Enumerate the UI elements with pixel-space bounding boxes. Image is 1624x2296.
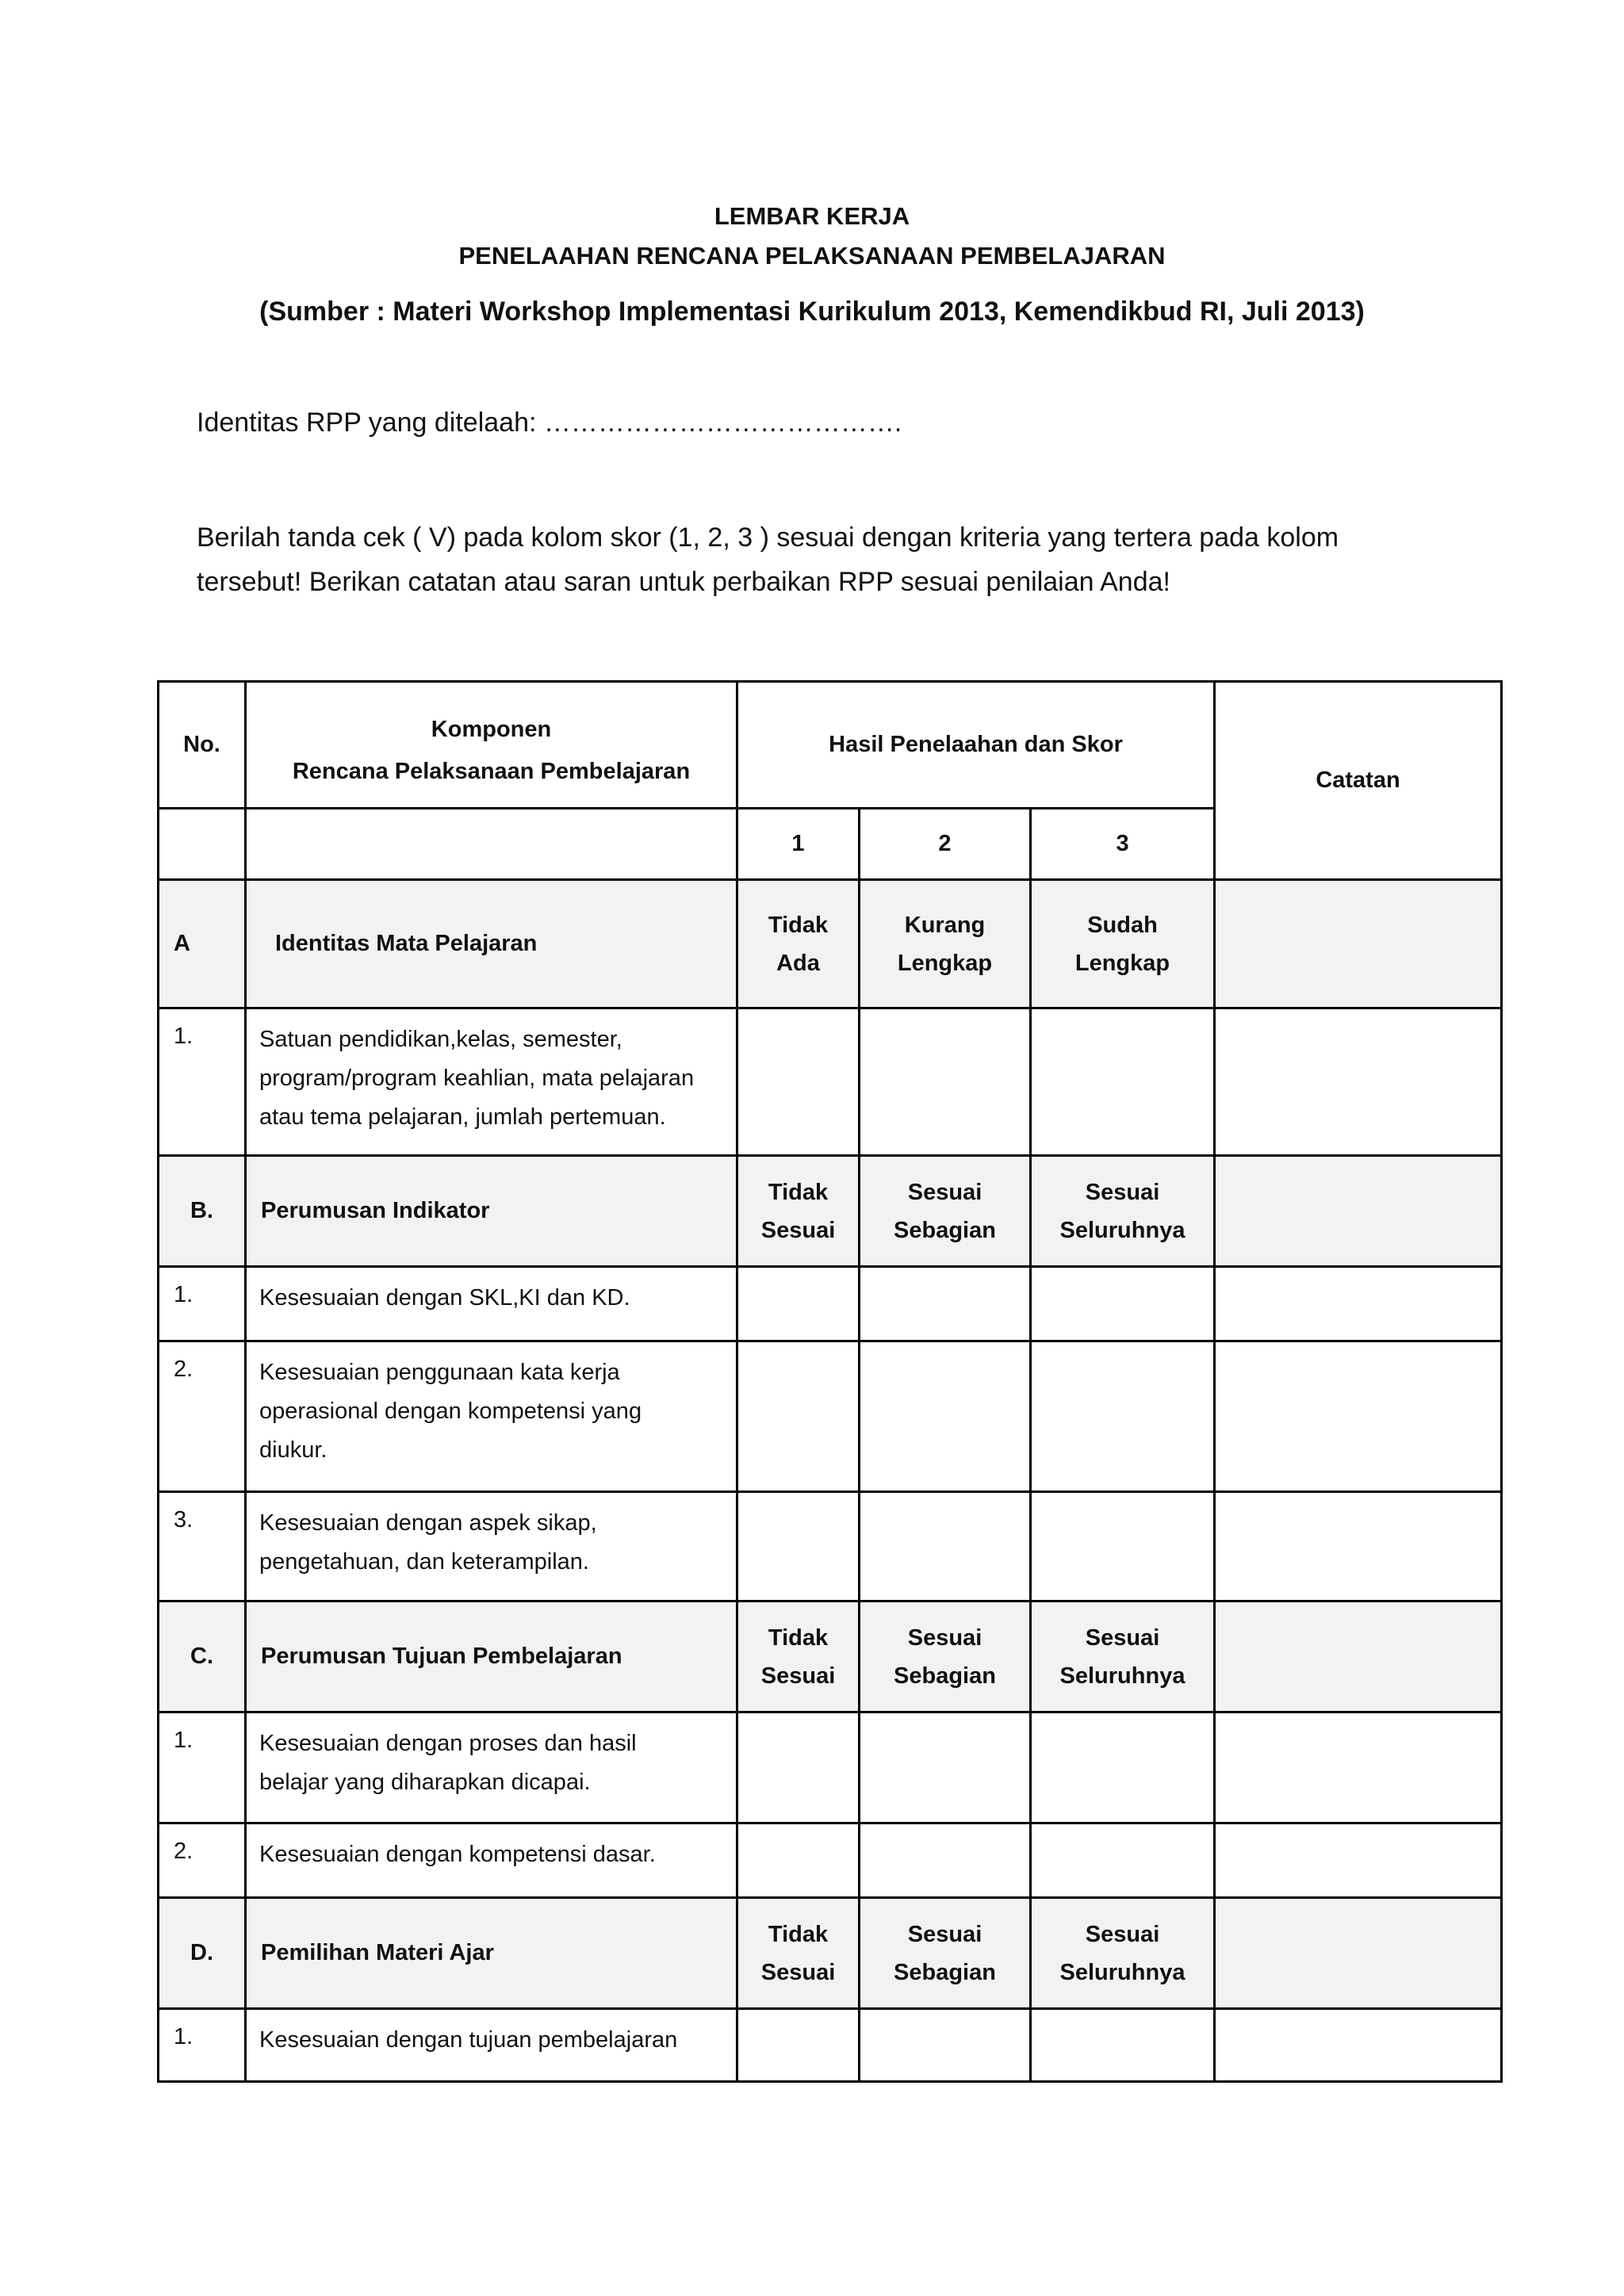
item-description [246,1712,737,1823]
item-description-line: program/program keahlian, mata pelajaran [259,1066,695,1091]
score-1-checkbox-cell[interactable] [737,1008,860,1156]
section-score-label-3 [1031,1156,1215,1267]
score-3-checkbox-cell[interactable] [1031,1712,1215,1823]
header-no: No. [159,682,246,809]
score-2-checkbox-cell[interactable] [860,1823,1031,1898]
item-description-line: belajar yang diharapkan dicapai. [259,1770,591,1795]
item-number: 2. [159,1823,246,1898]
score-3-checkbox-cell[interactable] [1031,2009,1215,2082]
header-score-1: 1 [737,809,860,880]
score-3-checkbox-cell[interactable] [1031,1341,1215,1492]
score-2-checkbox-cell[interactable] [860,2009,1031,2082]
score-label-line: Tidak [768,1624,829,1651]
section-code: A [159,880,246,1008]
item-description [246,1267,737,1341]
item-description-line: Kesesuaian penggunaan kata kerja [259,1360,620,1385]
section-score-label-1 [737,1601,860,1712]
score-1-checkbox-cell[interactable] [737,1492,860,1601]
score-3-checkbox-cell[interactable] [1031,1267,1215,1341]
header-row [159,682,1502,809]
section-score-label-1 [737,880,860,1008]
title-line-2: PENELAAHAN RENCANA PELAKSANAAN PEMBELAJARAN [458,242,1166,270]
empty-cell [159,809,246,880]
catatan-input-cell[interactable] [1215,1492,1502,1601]
item-row [159,1267,1502,1341]
catatan-input-cell[interactable] [1215,1341,1502,1492]
section-catatan-cell [1215,1601,1502,1712]
item-description-line: operasional dengan kompetensi yang [259,1399,642,1424]
section-score-label-2 [860,1898,1031,2009]
section-title: Pemilihan Materi Ajar [246,1898,737,2009]
score-1-checkbox-cell[interactable] [737,1267,860,1341]
section-score-label-1 [737,1898,860,2009]
item-number: 1. [159,1712,246,1823]
item-row [159,1492,1502,1601]
item-description [246,1823,737,1898]
item-number: 1. [159,2009,246,2082]
score-2-checkbox-cell[interactable] [860,1267,1031,1341]
item-row [159,1712,1502,1823]
section-title: Perumusan Indikator [246,1156,737,1267]
item-description-line: Kesesuaian dengan aspek sikap, [259,1510,597,1536]
header-hasil: Hasil Penelaahan dan Skor [737,682,1215,809]
score-label-line: Sesuai [1085,1921,1160,1947]
score-label-line: Sebagian [894,1217,996,1243]
item-description-line: Kesesuaian dengan tujuan pembelajaran [259,2027,678,2053]
score-2-checkbox-cell[interactable] [860,1492,1031,1601]
header-komponen-line1: Komponen [431,716,552,742]
score-label-line: Sesuai [907,1179,982,1205]
section-score-label-2 [860,1156,1031,1267]
score-1-checkbox-cell[interactable] [737,1823,860,1898]
section-row [159,1601,1502,1712]
score-label-line: Seluruhnya [1059,1959,1185,1985]
score-label-line: Tidak [768,912,829,938]
score-3-checkbox-cell[interactable] [1031,1492,1215,1601]
section-title: Perumusan Tujuan Pembelajaran [246,1601,737,1712]
header-komponen [246,682,737,809]
score-label-line: Sesuai [760,1959,836,1985]
score-label-line: Lengkap [897,950,993,976]
item-description-line: Satuan pendidikan,kelas, semester, [259,1027,622,1052]
section-row [159,880,1502,1008]
section-catatan-cell [1215,1156,1502,1267]
score-label-line: Sesuai [760,1663,836,1689]
score-label-line: Sebagian [894,1959,996,1985]
score-3-checkbox-cell[interactable] [1031,1008,1215,1156]
score-2-checkbox-cell[interactable] [860,1341,1031,1492]
section-row [159,1898,1502,2009]
score-label-line: Lengkap [1074,950,1170,976]
sections-body [159,880,1502,2082]
catatan-input-cell[interactable] [1215,2009,1502,2082]
section-catatan-cell [1215,880,1502,1008]
score-label-line: Sudah [1087,912,1158,938]
item-row [159,2009,1502,2082]
header-score-3: 3 [1031,809,1215,880]
score-2-checkbox-cell[interactable] [860,1712,1031,1823]
section-code: B. [159,1156,246,1267]
section-score-label-3 [1031,1898,1215,2009]
section-score-label-1 [737,1156,860,1267]
item-description-line: diukur. [259,1437,327,1463]
header-score-2: 2 [860,809,1031,880]
item-number: 2. [159,1341,246,1492]
item-description [246,1008,737,1156]
item-description-line: Kesesuaian dengan SKL,KI dan KD. [259,1285,630,1311]
item-description-line: pengetahuan, dan keterampilan. [259,1549,589,1575]
review-table [157,680,1503,2083]
title-block [0,197,1624,330]
score-label-line: Tidak [768,1921,829,1947]
score-2-checkbox-cell[interactable] [860,1008,1031,1156]
score-label-line: Sesuai [1085,1179,1160,1205]
section-score-label-3 [1031,1601,1215,1712]
item-number: 1. [159,1008,246,1156]
item-row [159,1823,1502,1898]
section-score-label-2 [860,880,1031,1008]
identitas-line: Identitas RPP yang ditelaah: …………………………………. [197,408,902,438]
score-label-line: Sesuai [1085,1624,1160,1651]
score-label-line: Ada [776,950,820,976]
item-description [246,1341,737,1492]
source-line: (Sumber : Materi Workshop Implementasi Kurikulum 2013, Kemendikbud RI, Juli 2013) [259,297,1365,327]
item-number: 1. [159,1267,246,1341]
empty-cell [246,809,737,880]
header-catatan: Catatan [1215,682,1502,880]
score-label-line: Sebagian [894,1663,996,1689]
item-description [246,2009,737,2082]
score-1-checkbox-cell[interactable] [737,1341,860,1492]
score-label-line: Sesuai [907,1921,982,1947]
score-1-checkbox-cell[interactable] [737,2009,860,2082]
section-code: D. [159,1898,246,2009]
catatan-input-cell[interactable] [1215,1712,1502,1823]
score-1-checkbox-cell[interactable] [737,1712,860,1823]
score-label-line: Sesuai [907,1624,982,1651]
section-score-label-3 [1031,880,1215,1008]
catatan-input-cell[interactable] [1215,1008,1502,1156]
item-description-line: Kesesuaian dengan kompetensi dasar. [259,1842,656,1867]
score-label-line: Seluruhnya [1059,1663,1185,1689]
item-description-line: Kesesuaian dengan proses dan hasil [259,1731,637,1756]
section-catatan-cell [1215,1898,1502,2009]
item-row [159,1008,1502,1156]
title-line-1: LEMBAR KERJA [714,202,910,230]
item-description-line: atau tema pelajaran, jumlah pertemuan. [259,1104,666,1130]
section-code: C. [159,1601,246,1712]
score-label-line: Kurang [904,912,986,938]
catatan-input-cell[interactable] [1215,1823,1502,1898]
score-label-line: Seluruhnya [1059,1217,1185,1243]
section-title: Identitas Mata Pelajaran [246,880,737,1008]
item-description [246,1492,737,1601]
header-komponen-line2: Rencana Pelaksanaan Pembelajaran [292,758,691,784]
section-row [159,1156,1502,1267]
catatan-input-cell[interactable] [1215,1267,1502,1341]
score-label-line: Tidak [768,1179,829,1205]
score-label-line: Sesuai [760,1217,836,1243]
item-row [159,1341,1502,1492]
item-number: 3. [159,1492,246,1601]
section-score-label-2 [860,1601,1031,1712]
score-3-checkbox-cell[interactable] [1031,1823,1215,1898]
instruction-text: Berilah tanda cek ( V) pada kolom skor (1, 2, 3 ) sesuai dengan kriteria yang tertera pada kolom tersebut! Berikan catatan atau saran untuk perbaikan RPP sesuai penilaian Anda! [197,522,1339,597]
